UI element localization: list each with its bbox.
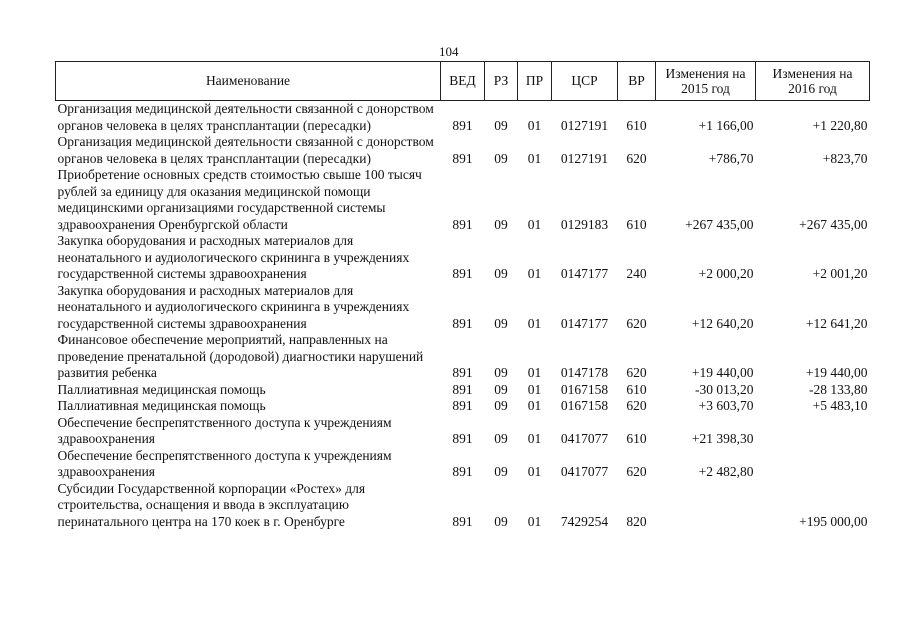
cell-vr: 610: [626, 431, 647, 446]
cell-name: Паллиативная медицинская помощь: [57, 398, 266, 413]
cell-name: Обеспечение беспрепятственного доступа к учреждениям здравоохранения: [57, 414, 392, 446]
cell-pr: 01: [527, 150, 542, 166]
cell-vr: 620: [626, 464, 647, 479]
cell-name: Обеспечение беспрепятственного доступа к учреждениям здравоохранения: [57, 447, 392, 479]
cell-csr: 7429254: [560, 513, 609, 529]
cell-vr: 620: [626, 315, 647, 331]
col-header-csr: ЦСР: [552, 62, 618, 101]
table-row: [56, 448, 870, 481]
cell-rz: 09: [494, 266, 508, 281]
cell-chg2016: +1 220,80: [812, 117, 868, 133]
cell-chg2015: -30 013,20: [695, 381, 754, 397]
cell-name: Приобретение основных средств стоимостью свыше 100 тысяч рублей за единицу для оказания медицинской помощи медицинскими организациями государственной системы здравоохранения Оренбургской области: [57, 167, 422, 232]
cell-pr: 01: [527, 266, 542, 281]
cell-chg2015: +3 603,70: [698, 398, 754, 413]
cell-name: Паллиативная медицинская помощь: [57, 381, 266, 397]
table-row: [56, 382, 870, 399]
cell-chg2015: +2 482,80: [698, 464, 754, 479]
cell-rz: 09: [494, 464, 508, 479]
cell-ved: 891: [452, 266, 473, 281]
cell-ved: 891: [452, 216, 473, 232]
cell-chg2016: [756, 448, 870, 481]
cell-chg2016: +267 435,00: [799, 216, 868, 232]
table-row: [56, 283, 870, 333]
col-header-vr: ВР: [618, 62, 656, 101]
table-row: [56, 398, 870, 415]
col-header-ved: ВЕД: [441, 62, 485, 101]
cell-chg2015: +1 166,00: [698, 117, 754, 133]
cell-name: Закупка оборудования и расходных материалов для неонатального и аудиологического скрининга в учреждениях государственной системы здравоохранения: [57, 282, 410, 331]
table-row: [56, 481, 870, 531]
cell-csr: 0167158: [560, 398, 609, 413]
cell-name: Организация медицинской деятельности связанной с донорством органов человека в целях трансплантации (пересадки): [57, 134, 434, 166]
cell-vr: 610: [626, 381, 647, 397]
cell-csr: 0417077: [560, 464, 609, 479]
page-number: 104: [439, 44, 459, 59]
cell-ved: 891: [452, 117, 473, 133]
cell-chg2015: +19 440,00: [691, 365, 754, 380]
cell-pr: 01: [527, 464, 542, 479]
cell-ved: 891: [452, 431, 473, 446]
cell-vr: 610: [626, 216, 647, 232]
cell-rz: 09: [494, 513, 508, 529]
cell-chg2015: +786,70: [708, 150, 754, 166]
cell-ved: 891: [452, 315, 473, 331]
cell-vr: 620: [626, 150, 647, 166]
cell-csr: 0417077: [560, 431, 609, 446]
cell-ved: 891: [452, 513, 473, 529]
cell-vr: 820: [626, 513, 647, 529]
table-row: [56, 415, 870, 448]
cell-vr: 620: [626, 365, 647, 380]
cell-csr: 0147177: [560, 266, 609, 281]
col-header-name: Наименование: [56, 62, 441, 101]
cell-pr: 01: [527, 381, 542, 397]
cell-chg2016: +195 000,00: [799, 513, 868, 529]
cell-ved: 891: [452, 365, 473, 380]
cell-csr: 0129183: [560, 216, 609, 232]
cell-chg2016: +2 001,20: [812, 266, 868, 281]
cell-pr: 01: [527, 431, 542, 446]
cell-ved: 891: [452, 464, 473, 479]
col-header-pr: ПР: [518, 62, 552, 101]
table-row: [56, 101, 870, 135]
table-row: [56, 332, 870, 382]
table-row: [56, 167, 870, 233]
col-header-change-2016: Изменения на 2016 год: [756, 62, 870, 101]
cell-vr: 240: [626, 266, 647, 281]
cell-pr: 01: [527, 365, 542, 380]
cell-ved: 891: [452, 150, 473, 166]
cell-vr: 620: [626, 398, 647, 413]
cell-csr: 0127191: [560, 150, 609, 166]
cell-chg2015: +21 398,30: [691, 431, 754, 446]
cell-pr: 01: [527, 398, 542, 413]
cell-rz: 09: [494, 431, 508, 446]
table-body: [56, 101, 870, 531]
cell-rz: 09: [494, 150, 508, 166]
cell-chg2016: [756, 415, 870, 448]
cell-rz: 09: [494, 365, 508, 380]
cell-pr: 01: [527, 513, 542, 529]
cell-csr: 0147177: [560, 315, 609, 331]
cell-csr: 0147178: [560, 365, 609, 380]
cell-ved: 891: [452, 398, 473, 413]
cell-rz: 09: [494, 216, 508, 232]
cell-name: Финансовое обеспечение мероприятий, направленных на проведение пренатальной (дородовой) диагностики нарушений развития ребенка: [57, 332, 424, 380]
cell-rz: 09: [494, 381, 508, 397]
table-row: [56, 233, 870, 283]
cell-chg2015: [656, 481, 756, 531]
budget-table: [55, 61, 870, 530]
cell-name: Организация медицинской деятельности связанной с донорством органов человека в целях трансплантации (пересадки): [57, 101, 434, 133]
cell-chg2015: +267 435,00: [685, 216, 754, 232]
cell-ved: 891: [452, 381, 473, 397]
cell-rz: 09: [494, 398, 508, 413]
cell-pr: 01: [527, 216, 542, 232]
cell-chg2015: +12 640,20: [691, 315, 754, 331]
cell-vr: 610: [626, 117, 647, 133]
cell-rz: 09: [494, 315, 508, 331]
cell-chg2016: +823,70: [822, 150, 868, 166]
cell-csr: 0127191: [560, 117, 609, 133]
header-row: [56, 62, 870, 101]
cell-name: Субсидии Государственной корпорации «Ростех» для строительства, оснащения и ввода в эксплуатацию перинатального центра на 170 коек в г. Оренбурге: [57, 480, 366, 529]
cell-chg2016: +5 483,10: [812, 398, 868, 413]
cell-name: Закупка оборудования и расходных материалов для неонатального и аудиологического скрининга в учреждениях государственной системы здравоохранения: [57, 233, 410, 281]
col-header-rz: РЗ: [485, 62, 518, 101]
cell-chg2015: +2 000,20: [698, 266, 754, 281]
col-header-change-2015: Изменения на 2015 год: [656, 62, 756, 101]
cell-pr: 01: [527, 315, 542, 331]
cell-rz: 09: [494, 117, 508, 133]
cell-csr: 0167158: [560, 381, 609, 397]
table-row: [56, 134, 870, 167]
cell-chg2016: +19 440,00: [805, 365, 868, 380]
cell-pr: 01: [527, 117, 542, 133]
cell-chg2016: -28 133,80: [809, 381, 868, 397]
cell-chg2016: +12 641,20: [805, 315, 868, 331]
